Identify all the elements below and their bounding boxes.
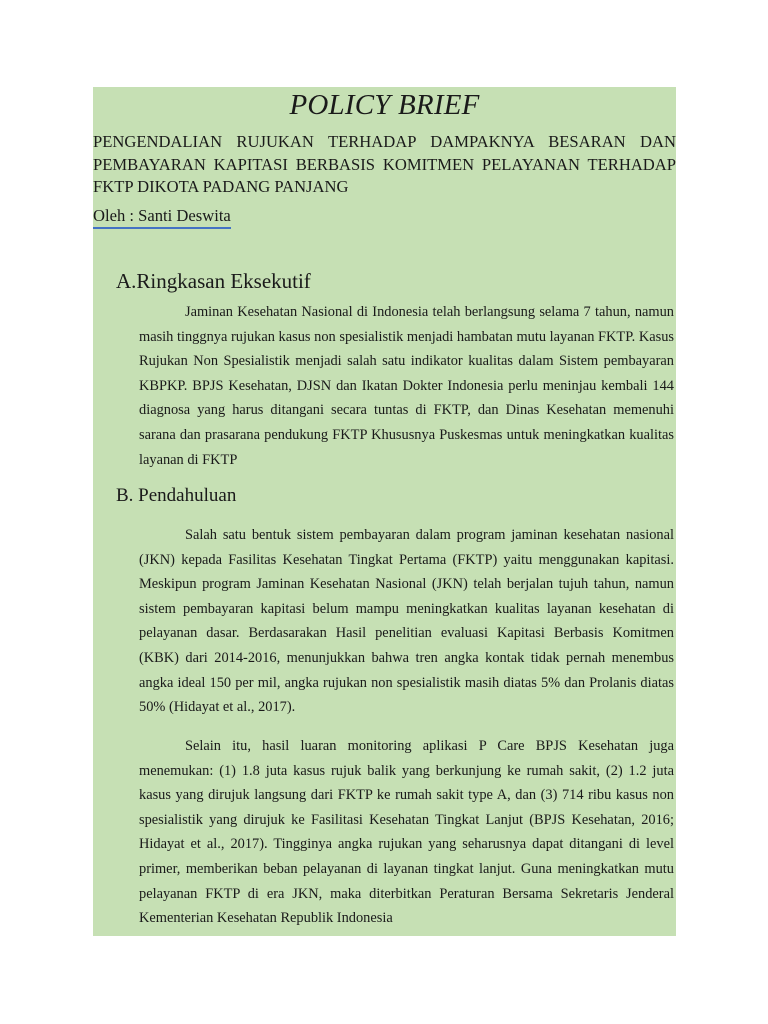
- author-line: Oleh : Santi Deswita: [93, 205, 231, 229]
- paragraph: Salah satu bentuk sistem pembayaran dalam program jaminan kesehatan nasional (JKN) kepada Fasilitas Kesehatan Tingkat Pertama (FKTP) yaitu menggunakan kapitasi. Meskipun program Jaminan Kesehatan Nasional (JKN) telah berjalan tujuh tahun, namun sistem pembayaran kapitasi belum mampu meningkatkan kualitas layanan kesehatan di pelayanan dasar. Berdasarakan Hasil penelitian evaluasi Kapitasi Berbasis Komitmen (KBK) dari 2014-2016, menunjukkan bahwa tren angka kontak tidak pernah menembus angka ideal 150 per mil, angka rujukan non spesialistik masih diatas 5% dan Prolanis diatas 50% (Hidayat et al., 2017).: [139, 527, 674, 716]
- section-heading-ringkasan: A.Ringkasan Eksekutif: [116, 269, 311, 293]
- document-subtitle: PENGENDALIAN RUJUKAN TERHADAP DAMPAKNYA BESARAN DAN PEMBAYARAN KAPITASI BERBASIS KOMITMEN PELAYANAN TERHADAP FKTP DIKOTA PADANG PANJANG: [93, 132, 676, 196]
- section-body-pendahuluan-1: [139, 523, 674, 720]
- paragraph: Jaminan Kesehatan Nasional di Indonesia telah berlangsung selama 7 tahun, namun masih tinggnya rujukan kasus non spesialistik menjadi hambatan mutu layanan FKTP. Kasus Rujukan Non Spesialistik menjadi salah satu indikator kualitas dalam Sistem pembayaran KBPKP. BPJS Kesehatan, DJSN dan Ikatan Dokter Indonesia perlu meninjau kembali 144 diagnosa yang harus ditangani secara tuntas di FKTP, dan Dinas Kesehatan memenuhi sarana dan prasarana pendukung FKTP Khususnya Puskesmas untuk meningkatkan kualitas layanan di FKTP: [139, 304, 674, 468]
- section-body-pendahuluan-2: [139, 734, 674, 931]
- paragraph: Selain itu, hasil luaran monitoring aplikasi P Care BPJS Kesehatan juga menemukan: (1) 1.8 juta kasus rujuk balik yang berkunjung ke rumah sakit, (2) 1.2 juta kasus yang dirujuk langsung dari FKTP ke rumah sakit type A, dan (3) 714 ribu kasus non spesialistik yang dirujuk ke Fasilitasi Kesehatan Tingkat Lanjut (BPJS Kesehatan, 2016; Hidayat et al., 2017). Tingginya angka rujukan yang seharusnya dapat ditangani di level primer, memberikan beban pelayanan di layanan tingkat lanjut. Guna meningkatkan mutu pelayanan FKTP di era JKN, maka diterbitkan Peraturan Bersama Sekretaris Jenderal Kementerian Kesehatan Republik Indonesia: [139, 738, 674, 927]
- section-body-ringkasan: [139, 300, 674, 472]
- document-title: POLICY BRIEF: [289, 89, 480, 121]
- document-page: [93, 87, 676, 936]
- section-heading-pendahuluan: B. Pendahuluan: [116, 485, 237, 506]
